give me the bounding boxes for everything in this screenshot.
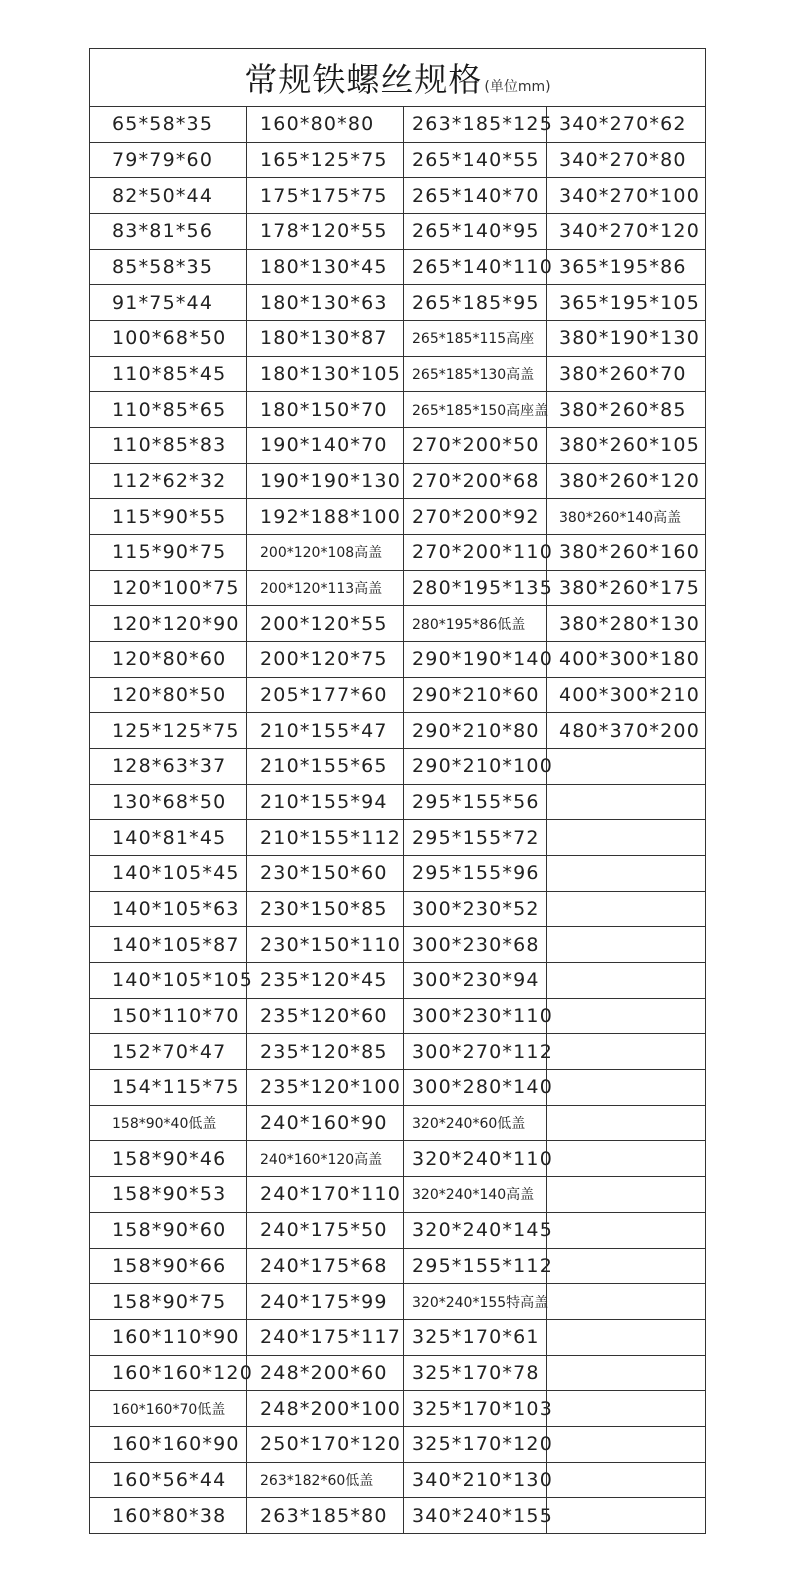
- table-cell: 250*170*120: [247, 1427, 403, 1463]
- empty-cell: [547, 820, 705, 856]
- table-cell: 340*270*80: [547, 143, 705, 179]
- table-cell: 115*90*55: [90, 499, 246, 535]
- table-cell: 295*155*72: [404, 820, 546, 856]
- table-cell: 190*140*70: [247, 428, 403, 464]
- empty-cell: [547, 1141, 705, 1177]
- table-cell: 240*175*99: [247, 1284, 403, 1320]
- table-cell: 85*58*35: [90, 250, 246, 286]
- empty-cell: [547, 1463, 705, 1499]
- table-cell: 300*230*68: [404, 927, 546, 963]
- table-cell: 265*185*150高座盖: [404, 392, 546, 428]
- table-cell: 152*70*47: [90, 1034, 246, 1070]
- table-cell: 200*120*113高盖: [247, 571, 403, 607]
- table-cell: 263*185*80: [260, 1505, 388, 1528]
- table-cell: 158*90*53: [90, 1177, 246, 1213]
- table-cell: 120*120*90: [90, 606, 246, 642]
- table-cell: 263*182*60低盖: [247, 1463, 403, 1499]
- table-cell: 154*115*75: [90, 1070, 246, 1106]
- table-cell: 480*370*200: [547, 713, 705, 749]
- table-cell: 160*80*80: [247, 107, 403, 143]
- table-cell: 120*100*75: [90, 571, 246, 607]
- empty-cell: [547, 1356, 705, 1392]
- table-cell: 128*63*37: [90, 749, 246, 785]
- empty-cell: [547, 1070, 705, 1106]
- table-cell: 140*105*87: [90, 927, 246, 963]
- table-cell: 230*150*110: [247, 927, 403, 963]
- table-column-2: [247, 107, 404, 1534]
- table-cell: 240*160*120高盖: [247, 1141, 403, 1177]
- table-cell: 290*210*60: [404, 678, 546, 714]
- table-cell: 82*50*44: [90, 178, 246, 214]
- table-cell: 115*90*75: [90, 535, 246, 571]
- empty-cell: [547, 1498, 705, 1534]
- table-cell: 175*175*75: [247, 178, 403, 214]
- table-cell: 380*190*130: [547, 321, 705, 357]
- table-cell: 240*175*117: [247, 1320, 403, 1356]
- table-cell: 178*120*55: [247, 214, 403, 250]
- table-cell: 110*85*83: [90, 428, 246, 464]
- table-cell: 320*240*140高盖: [404, 1177, 546, 1213]
- spec-table: [89, 48, 706, 1534]
- table-cell: 340*210*130: [404, 1463, 546, 1499]
- empty-cell: [547, 1427, 705, 1463]
- empty-cell: [547, 1249, 705, 1285]
- table-cell: 120*80*50: [90, 678, 246, 714]
- table-cell: 160*160*120: [90, 1356, 246, 1392]
- table-cell: 200*120*108高盖: [247, 535, 403, 571]
- table-cell: 280*195*86低盖: [404, 606, 546, 642]
- table-cell: 380*260*120: [547, 464, 705, 500]
- table-cell: 158*90*66: [90, 1249, 246, 1285]
- empty-cell: [547, 892, 705, 928]
- unit-label: (单位mm): [484, 78, 551, 95]
- table-cell: 230*150*60: [247, 856, 403, 892]
- table-cell: 290*210*80: [404, 713, 546, 749]
- table-cell: 160*56*44: [90, 1463, 246, 1499]
- empty-cell: [547, 1106, 705, 1142]
- table-cell: 160*110*90: [90, 1320, 246, 1356]
- table-cell: 380*260*105: [547, 428, 705, 464]
- table-cell: 280*195*135: [404, 571, 546, 607]
- table-cell: 290*190*140: [404, 642, 546, 678]
- table-cell: 91*75*44: [90, 285, 246, 321]
- table-cell: 158*90*46: [90, 1141, 246, 1177]
- table-cell: 200*120*55: [247, 606, 403, 642]
- table-cell: 110*85*45: [90, 357, 246, 393]
- table-cell: 240*175*50: [247, 1213, 403, 1249]
- table-cell: 300*270*112: [404, 1034, 546, 1070]
- empty-cell: [547, 927, 705, 963]
- table-cell: 270*200*92: [404, 499, 546, 535]
- table-cell: 325*170*78: [404, 1356, 546, 1392]
- table-cell: 380*260*70: [547, 357, 705, 393]
- table-cell: 380*280*130: [547, 606, 705, 642]
- table-cell: 325*170*120: [404, 1427, 546, 1463]
- table-cell: 180*130*45: [247, 250, 403, 286]
- empty-cell: [547, 1034, 705, 1070]
- table-cell: 210*155*47: [247, 713, 403, 749]
- table-cell: 365*195*86: [547, 250, 705, 286]
- table-cell: 265*185*95: [404, 285, 546, 321]
- table-cell: 295*155*96: [404, 856, 546, 892]
- table-cell: 120*80*60: [90, 642, 246, 678]
- table-cell: 340*270*100: [547, 178, 705, 214]
- table-cell: 320*240*60低盖: [404, 1106, 546, 1142]
- table-cell: 83*81*56: [90, 214, 246, 250]
- table-cell: 400*300*210: [547, 678, 705, 714]
- table-cell: 270*200*50: [404, 428, 546, 464]
- table-header: [90, 49, 705, 107]
- table-cell: 325*170*61: [404, 1320, 546, 1356]
- table-column-4: [547, 107, 705, 1534]
- table-cell: 295*155*56: [404, 785, 546, 821]
- table-cell: 340*240*155: [412, 1505, 553, 1528]
- table-cell: 270*200*110: [404, 535, 546, 571]
- table-cell: 140*105*63: [90, 892, 246, 928]
- table-cell: 265*140*95: [404, 214, 546, 250]
- table-cell: 110*85*65: [90, 392, 246, 428]
- table-cell: 265*185*130高盖: [404, 357, 546, 393]
- empty-cell: [547, 856, 705, 892]
- table-cell: 300*230*94: [404, 963, 546, 999]
- table-cell: 125*125*75: [90, 713, 246, 749]
- table-cell: 265*185*115高座: [404, 321, 546, 357]
- table-cell: 200*120*75: [247, 642, 403, 678]
- table-cell: 160*80*38: [112, 1505, 227, 1528]
- table-cell: 65*58*35: [90, 107, 246, 143]
- empty-cell: [547, 963, 705, 999]
- empty-cell: [547, 1177, 705, 1213]
- table-cell: 160*160*70低盖: [90, 1391, 246, 1427]
- table-cell: 210*155*94: [247, 785, 403, 821]
- table-cell: 300*230*110: [404, 999, 546, 1035]
- table-cell: 380*260*160: [547, 535, 705, 571]
- empty-cell: [547, 785, 705, 821]
- table-column-1: [90, 107, 253, 1534]
- empty-cell: [547, 999, 705, 1035]
- table-cell: 270*200*68: [404, 464, 546, 500]
- table-cell: 210*155*112: [247, 820, 403, 856]
- empty-cell: [547, 1213, 705, 1249]
- table-cell: 235*120*60: [247, 999, 403, 1035]
- table-cell: 140*105*105: [90, 963, 246, 999]
- table-cell: 180*150*70: [247, 392, 403, 428]
- table-cell: 112*62*32: [90, 464, 246, 500]
- table-cell: 130*68*50: [90, 785, 246, 821]
- table-cell: 365*195*105: [547, 285, 705, 321]
- table-cell: 160*160*90: [90, 1427, 246, 1463]
- table-cell: 192*188*100: [247, 499, 403, 535]
- table-cell: 400*300*180: [547, 642, 705, 678]
- table-cell: 380*260*85: [547, 392, 705, 428]
- empty-cell: [547, 1391, 705, 1427]
- table-cell: 140*105*45: [90, 856, 246, 892]
- table-cell: 235*120*100: [247, 1070, 403, 1106]
- table-cell: 300*230*52: [404, 892, 546, 928]
- table-cell: 180*130*63: [247, 285, 403, 321]
- table-cell: 158*90*75: [90, 1284, 246, 1320]
- table-cell: 235*120*85: [247, 1034, 403, 1070]
- table-cell: 340*270*120: [547, 214, 705, 250]
- table-cell: 158*90*40低盖: [90, 1106, 246, 1142]
- table-cell: 240*175*68: [247, 1249, 403, 1285]
- table-cell: 140*81*45: [90, 820, 246, 856]
- table-cell: 180*130*87: [247, 321, 403, 357]
- table-cell: 300*280*140: [404, 1070, 546, 1106]
- table-cell: 320*240*155特高盖: [404, 1284, 546, 1320]
- table-body: [90, 107, 705, 1534]
- table-cell: 263*185*125: [404, 107, 546, 143]
- table-cell: 265*140*110: [404, 250, 546, 286]
- table-cell: 380*260*140高盖: [547, 499, 705, 535]
- table-cell: 320*240*110: [404, 1141, 546, 1177]
- table-cell: 210*155*65: [247, 749, 403, 785]
- table-cell: 165*125*75: [247, 143, 403, 179]
- table-cell: 230*150*85: [247, 892, 403, 928]
- table-cell: 150*110*70: [90, 999, 246, 1035]
- empty-cell: [547, 1284, 705, 1320]
- table-cell: 180*130*105: [247, 357, 403, 393]
- table-cell: 190*190*130: [247, 464, 403, 500]
- table-cell: 240*160*90: [247, 1106, 403, 1142]
- table-cell: 205*177*60: [247, 678, 403, 714]
- table-cell: 320*240*145: [404, 1213, 546, 1249]
- table-cell: 340*270*62: [547, 107, 705, 143]
- table-cell: 265*140*55: [404, 143, 546, 179]
- table-cell: 240*170*110: [247, 1177, 403, 1213]
- empty-cell: [547, 749, 705, 785]
- table-cell: 100*68*50: [90, 321, 246, 357]
- table-title: 常规铁螺丝规格: [244, 60, 483, 99]
- table-column-3: [404, 107, 553, 1534]
- table-cell: 290*210*100: [404, 749, 546, 785]
- table-cell: 265*140*70: [404, 178, 546, 214]
- empty-cell: [547, 1320, 705, 1356]
- table-cell: 248*200*100: [247, 1391, 403, 1427]
- table-cell: 235*120*45: [247, 963, 403, 999]
- table-cell: 325*170*103: [404, 1391, 546, 1427]
- table-cell: 79*79*60: [90, 143, 246, 179]
- table-cell: 158*90*60: [90, 1213, 246, 1249]
- table-cell: 248*200*60: [247, 1356, 403, 1392]
- table-cell: 295*155*112: [404, 1249, 546, 1285]
- table-cell: 380*260*175: [547, 571, 705, 607]
